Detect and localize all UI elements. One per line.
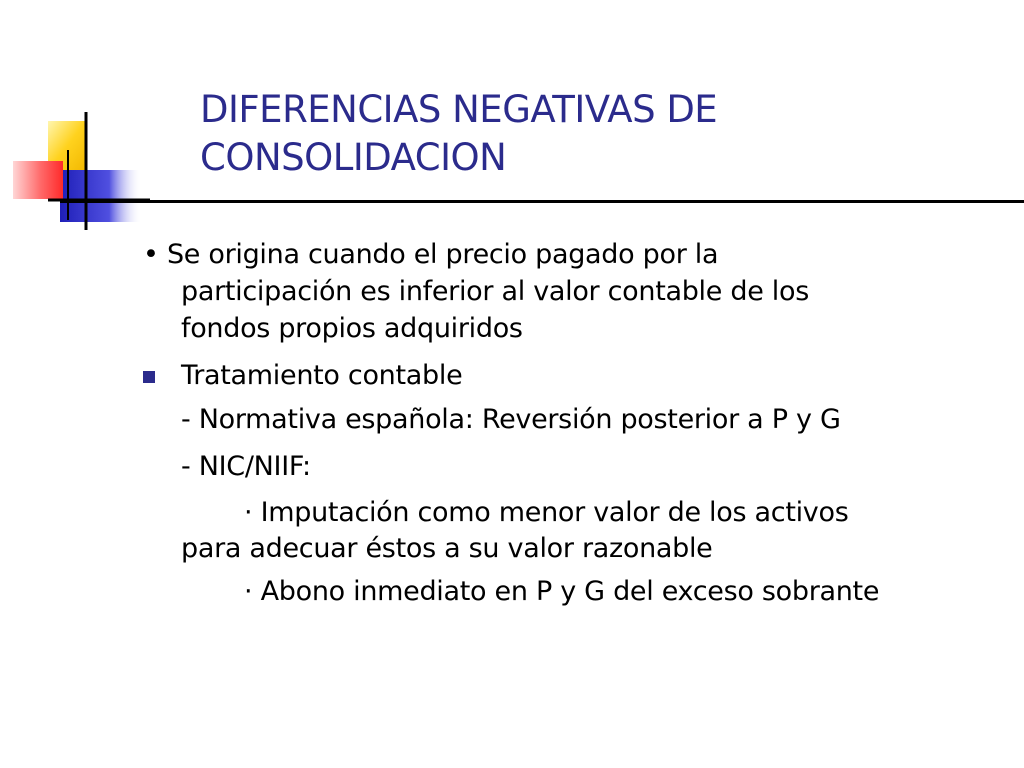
bullet-origin-line-1: Se origina cuando el precio pagado por la [166, 239, 719, 270]
bullet-treatment-label: Tratamiento contable [181, 360, 463, 391]
bullet-origin-line-3: fondos propios adquiridos [181, 313, 523, 344]
sub-item-nic-niif: - NIC/NIIF: [181, 451, 311, 482]
nic-item-imputation-line-2: para adecuar éstos a su valor razonable [181, 533, 713, 564]
decorative-squares-logo [0, 0, 150, 240]
middle-dot-marker: · [244, 576, 253, 607]
bullet-origin [143, 236, 718, 273]
bullet-dot: • [143, 239, 159, 270]
sub-item-spanish-standard: - Normativa española: Reversión posterior a P y G [181, 404, 841, 435]
square-bullet [143, 371, 155, 383]
nic-item-imputation [181, 494, 848, 531]
title-line-1: DIFERENCIAS NEGATIVAS DE [200, 88, 718, 131]
bullet-origin-line-2: participación es inferior al valor contable de los [181, 276, 809, 307]
middle-dot-marker: · [244, 497, 253, 528]
red-square [13, 161, 63, 199]
blue-square [60, 170, 142, 222]
title-divider [60, 200, 1024, 203]
nic-item-credit [181, 573, 879, 610]
nic-item-credit-text: Abono inmediato en P y G del exceso sobrante [260, 576, 880, 607]
nic-item-imputation-line-1: Imputación como menor valor de los activos [260, 497, 849, 528]
title-line-2: CONSOLIDACION [200, 136, 507, 179]
slide-title [200, 86, 980, 182]
